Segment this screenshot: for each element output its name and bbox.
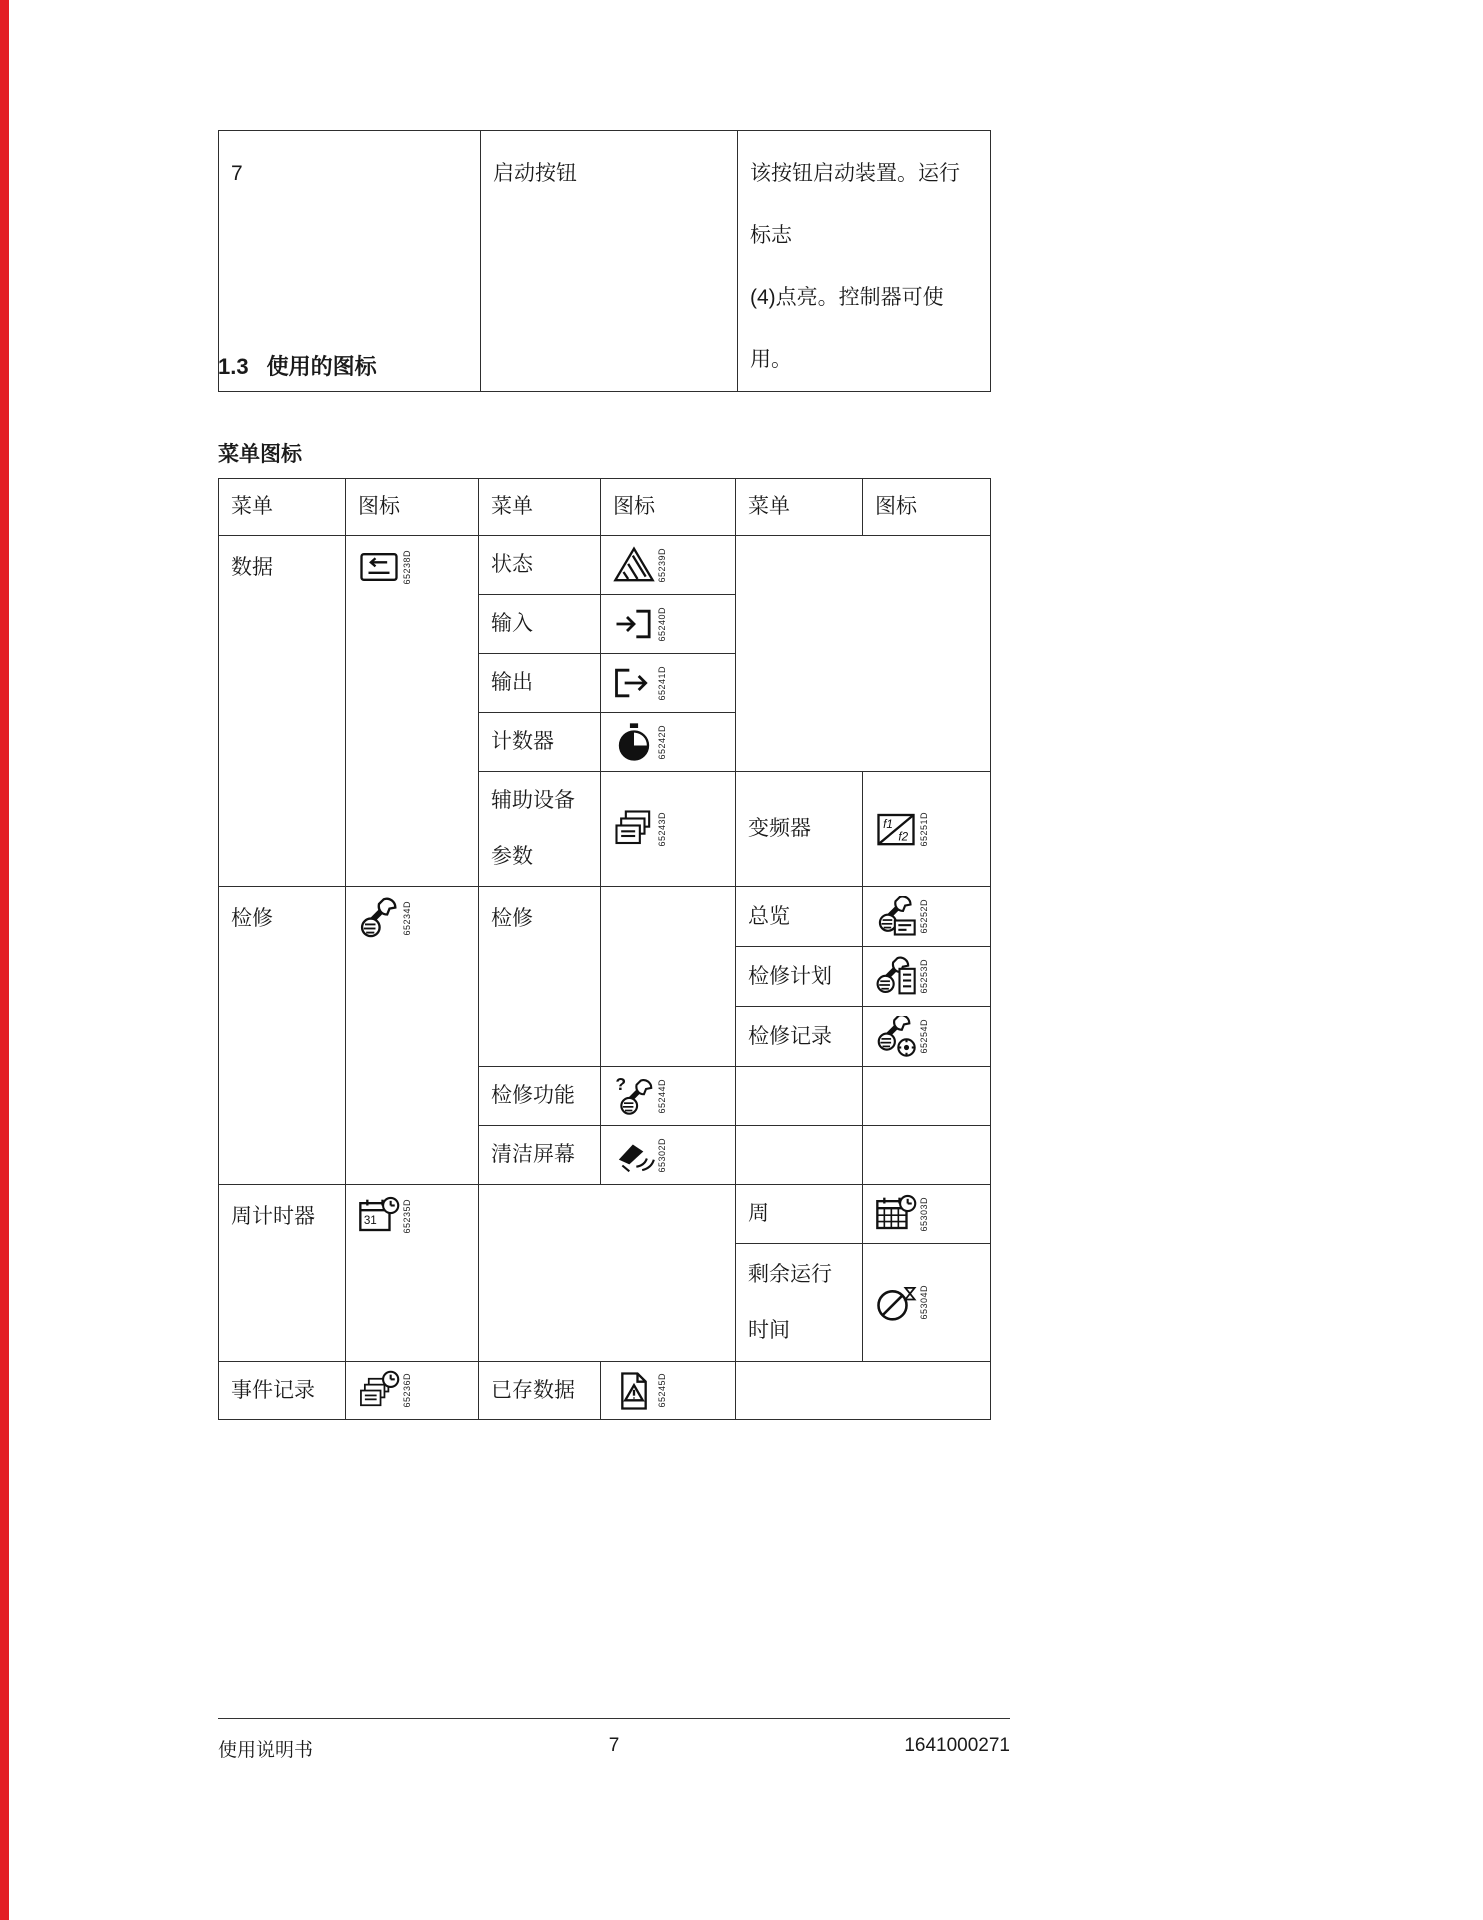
menu-label-service-plan: 检修计划 <box>736 947 863 1007</box>
empty-cell <box>736 1126 863 1185</box>
icon-cell <box>346 1362 479 1420</box>
icon-ref-label: 65241D <box>657 665 667 701</box>
menu-label-converter: 变频器 <box>736 772 863 887</box>
desc-line: 该按钮启动装置。运行标志 <box>750 162 960 247</box>
prohibited-runtime-icon <box>875 1282 917 1324</box>
sheets-clock-icon <box>358 1370 400 1412</box>
footer-page-number: 7 <box>608 1735 620 1756</box>
wrench-question-icon <box>613 1075 655 1117</box>
icon-cell <box>601 1362 736 1420</box>
element-name-cell: 启动按钮 <box>481 131 738 392</box>
icon-ref-label: 65235D <box>402 1198 412 1234</box>
icon-cell <box>601 1067 736 1126</box>
table-row <box>219 887 991 947</box>
icon-ref-label: 65242D <box>657 724 667 760</box>
element-desc-cell <box>738 131 991 392</box>
table-row <box>219 1362 991 1420</box>
hand-wrench-icon <box>358 897 400 939</box>
empty-cell <box>863 1126 991 1185</box>
row-number-cell: 7 <box>219 131 481 392</box>
menu-label-overview: 总览 <box>736 887 863 947</box>
menu-label-counter: 计数器 <box>479 713 601 772</box>
stopwatch-icon <box>613 721 655 763</box>
icon-cell <box>601 536 736 595</box>
table-row <box>219 536 991 595</box>
col-header: 菜单 <box>219 479 346 536</box>
col-header: 图标 <box>601 479 736 536</box>
icon-ref-label: 65251D <box>919 811 929 847</box>
footer-doc-title: 使用说明书 <box>218 1740 314 1761</box>
menu-icons-subheading: 菜单图标 <box>218 443 302 466</box>
icon-ref-label: 65234D <box>402 900 412 936</box>
icon-cell <box>346 887 479 1185</box>
wrench-card-icon <box>875 896 917 938</box>
section-number: 1.3 <box>218 354 249 379</box>
empty-cell <box>736 1067 863 1126</box>
icon-cell <box>601 1126 736 1185</box>
stacked-sheets-icon <box>613 808 655 850</box>
icon-ref-label: 65252D <box>919 899 929 934</box>
desc-line: (4)点亮。控制器可使用。 <box>750 286 944 371</box>
display-data-icon <box>358 546 400 588</box>
icon-ref-label: 65245D <box>657 1373 667 1408</box>
icon-ref-label: 65253D <box>919 959 929 994</box>
menu-icons-table <box>218 478 991 1420</box>
menu-label-data: 数据 <box>219 536 346 887</box>
icon-ref-label: 65236D <box>402 1373 412 1408</box>
icon-ref-label: 65240D <box>657 606 667 642</box>
svg-text:?: ? <box>615 1075 627 1095</box>
icon-ref-label: 65239D <box>657 547 667 583</box>
arrow-into-bracket-icon <box>613 603 655 645</box>
empty-cell <box>863 1067 991 1126</box>
icon-cell <box>601 595 736 654</box>
menu-label-service-function: 检修功能 <box>479 1067 601 1126</box>
menu-label-service-log: 检修记录 <box>736 1007 863 1067</box>
empty-cell <box>736 1362 991 1420</box>
empty-cell <box>479 1185 736 1362</box>
arrow-out-of-bracket-icon <box>613 662 655 704</box>
icon-cell <box>346 536 479 887</box>
footer-doc-number: 1641000271 <box>904 1735 1010 1756</box>
wrench-checklist-icon <box>875 956 917 998</box>
icon-cell <box>863 1185 991 1244</box>
hand-wipe-icon <box>613 1134 655 1176</box>
icon-cell <box>863 947 991 1007</box>
icon-ref-label: 65303D <box>919 1196 929 1232</box>
menu-label-output: 输出 <box>479 654 601 713</box>
menu-label-status: 状态 <box>479 536 601 595</box>
section-title: 使用的图标 <box>266 354 377 379</box>
warning-triangle-icon <box>613 544 655 586</box>
icon-cell <box>601 654 736 713</box>
icon-cell <box>601 713 736 772</box>
menu-label-remaining-runtime: 剩余运行时间 <box>736 1244 863 1362</box>
empty-cell <box>736 536 991 772</box>
menu-label-service: 检修 <box>219 887 346 1185</box>
icon-cell <box>863 887 991 947</box>
icon-ref-label: 65304D <box>919 1285 929 1320</box>
menu-label-week-timer: 周计时器 <box>219 1185 346 1362</box>
page-footer <box>218 1718 1010 1762</box>
icon-cell <box>863 1007 991 1067</box>
col-header: 菜单 <box>736 479 863 536</box>
col-header: 菜单 <box>479 479 601 536</box>
section-heading <box>218 350 377 381</box>
empty-cell <box>601 887 736 1067</box>
icon-cell <box>346 1185 479 1362</box>
document-warning-icon <box>613 1370 655 1412</box>
icon-cell <box>601 772 736 887</box>
calendar-clock-icon <box>358 1195 400 1237</box>
icon-ref-label: 65302D <box>657 1137 667 1173</box>
icon-ref-label: 65238D <box>402 549 412 585</box>
menu-label-week: 周 <box>736 1185 863 1244</box>
frequency-converter-icon <box>875 808 917 850</box>
menu-label-service-sub: 检修 <box>479 887 601 1067</box>
page-edge-stripe <box>0 0 9 1920</box>
svg-text:31: 31 <box>363 1214 377 1228</box>
menu-label-clean-screen: 清洁屏幕 <box>479 1126 601 1185</box>
icon-ref-label: 65254D <box>919 1019 929 1054</box>
icon-ref-label: 65244D <box>657 1078 667 1114</box>
week-calendar-clock-icon <box>875 1193 917 1235</box>
menu-label-input: 输入 <box>479 595 601 654</box>
icon-cell <box>863 772 991 887</box>
icon-cell <box>863 1244 991 1362</box>
table-row <box>219 1185 991 1244</box>
menu-label-event-log: 事件记录 <box>219 1362 346 1420</box>
menu-label-stored-data: 已存数据 <box>479 1362 601 1420</box>
icon-ref-label: 65243D <box>657 811 667 847</box>
col-header: 图标 <box>346 479 479 536</box>
menu-label-aux-params: 辅助设备参数 <box>479 772 601 887</box>
wrench-clock-icon <box>875 1016 917 1058</box>
header-row <box>219 479 991 536</box>
col-header: 图标 <box>863 479 991 536</box>
